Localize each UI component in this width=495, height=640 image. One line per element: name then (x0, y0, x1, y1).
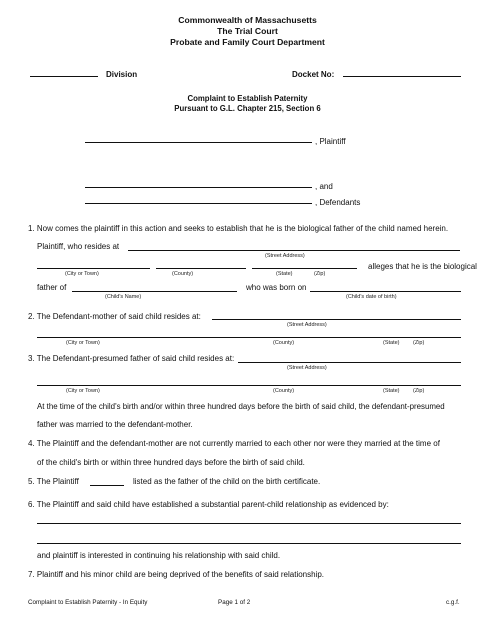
para2-zip-caption: (Zip) (413, 340, 425, 346)
para3-street-caption: (Street Address) (287, 365, 327, 371)
plaintiff-county-field[interactable] (156, 268, 246, 269)
is-isnot-field[interactable] (90, 485, 124, 486)
para1-zip-caption: (Zip) (314, 271, 326, 277)
para1-alleges: alleges that he is the biological (368, 262, 477, 271)
presumed-father-street-field[interactable] (238, 362, 461, 363)
presumed-father-city-field[interactable] (37, 385, 461, 386)
para2-state-caption: (State) (383, 340, 400, 346)
footer-title: Complaint to Establish Paternity - In Equity (28, 599, 148, 606)
division-label: Division (106, 70, 138, 79)
para3-state-caption: (State) (383, 388, 400, 394)
defendant1-field[interactable] (85, 187, 312, 188)
and-label: , and (315, 182, 333, 191)
mother-city-field[interactable] (37, 337, 461, 338)
plaintiff-state-zip-field[interactable] (252, 268, 357, 269)
plaintiff-city-field[interactable] (37, 268, 150, 269)
relationship-evidence-line2[interactable] (37, 543, 461, 544)
para3-cont1: At the time of the child's birth and/or within three hundred days before the birth of said child, the defendant-presumed (37, 402, 445, 411)
child-name-field[interactable] (72, 291, 237, 292)
para5-post: listed as the father of the child on the birth certificate. (133, 477, 321, 486)
defendants-label: , Defendants (315, 198, 361, 207)
para3-cont2: father was married to the defendant-mother. (37, 420, 193, 429)
footer-initials: c.g.f. (446, 599, 460, 606)
division-field[interactable] (30, 76, 98, 77)
doc-title-1: Complaint to Establish Paternity (187, 94, 308, 103)
para1-dob-caption: (Child's date of birth) (346, 294, 397, 300)
para1-text: 1. Now comes the plaintiff in this action and seeks to establish that he is the biological father of the child named herein. (28, 224, 449, 233)
relationship-evidence-line1[interactable] (37, 523, 461, 524)
para2-city-caption: (City or Town) (66, 340, 100, 346)
child-dob-field[interactable] (310, 291, 461, 292)
para1-street-caption: (Street Address) (265, 253, 305, 259)
plaintiff-label: , Plaintiff (315, 137, 346, 146)
para3-city-caption: (City or Town) (66, 388, 100, 394)
para3-county-caption: (County) (273, 388, 295, 394)
para5-pre: 5. The Plaintiff (28, 477, 79, 486)
court-department: Probate and Family Court Department (170, 37, 325, 47)
para1-county-caption: (County) (172, 271, 194, 277)
court-name: Commonwealth of Massachusetts (178, 15, 317, 25)
para2-text: 2. The Defendant-mother of said child resides at: (28, 312, 201, 321)
para2-county-caption: (County) (273, 340, 295, 346)
para6-text: 6. The Plaintiff and said child have established a substantial parent-child relationship as evidenced by: (28, 500, 389, 509)
para4-line2: of the child's birth or within three hundred days before the birth of said child. (37, 458, 305, 467)
para6-cont: and plaintiff is interested in continuing his relationship with said child. (37, 551, 281, 560)
mother-street-field[interactable] (212, 319, 461, 320)
footer-page: Page 1 of 2 (218, 599, 251, 606)
para1-state-caption: (State) (276, 271, 293, 277)
plaintiff-street-field[interactable] (128, 250, 460, 251)
para1-childname-caption: (Child's Name) (105, 294, 142, 300)
defendant2-field[interactable] (85, 203, 312, 204)
para2-street-caption: (Street Address) (287, 322, 327, 328)
para1-resides: Plaintiff, who resides at (37, 242, 120, 251)
docket-label: Docket No: (292, 70, 335, 79)
para7-text: 7. Plaintiff and his minor child are being deprived of the benefits of said relationship. (28, 570, 325, 579)
para1-born-on: who was born on (246, 283, 307, 292)
para3-zip-caption: (Zip) (413, 388, 425, 394)
docket-field[interactable] (343, 76, 461, 77)
para4-line1: 4. The Plaintiff and the defendant-mother are not currently married to each other nor were they married at the time of (28, 439, 440, 448)
para1-father-of: father of (37, 283, 67, 292)
para3-text: 3. The Defendant-presumed father of said child resides at: (28, 354, 235, 363)
court-trial: The Trial Court (217, 26, 278, 36)
plaintiff-field[interactable] (85, 142, 312, 143)
para1-city-caption: (City or Town) (65, 271, 99, 277)
doc-title-2: Pursuant to G.L. Chapter 215, Section 6 (174, 104, 321, 113)
